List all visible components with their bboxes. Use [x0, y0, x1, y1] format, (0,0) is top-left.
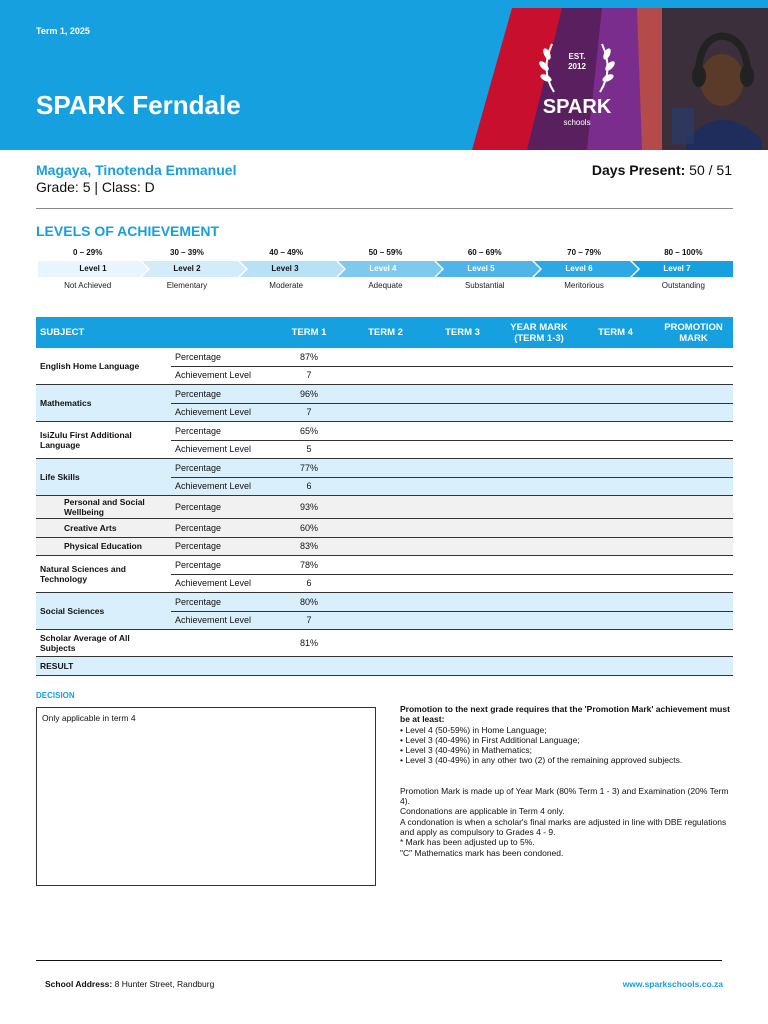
- subject-name: English Home Language: [36, 348, 171, 385]
- level-description: Elementary: [166, 281, 208, 290]
- logo-sub: schools: [563, 118, 591, 127]
- subject-name: Scholar Average of All Subjects: [36, 630, 171, 657]
- table-row: [36, 593, 733, 612]
- term1-value: 80%: [271, 593, 347, 612]
- school-name: SPARK Ferndale: [36, 90, 241, 120]
- footer-divider: [36, 960, 722, 961]
- table-row: [36, 630, 733, 657]
- level-description: Moderate: [269, 281, 304, 290]
- decision-title: DECISION: [36, 691, 75, 700]
- subject-name: Personal and Social Wellbeing: [36, 496, 171, 519]
- term1-value: 77%: [271, 459, 347, 478]
- row-label: Percentage: [171, 422, 271, 441]
- logo-year: 2012: [568, 62, 586, 71]
- term1-value: 93%: [271, 496, 347, 519]
- level-range: 80 – 100%: [664, 248, 703, 257]
- promotion-info: [400, 704, 734, 858]
- row-label: Achievement Level: [171, 477, 271, 496]
- address-label: School Address:: [45, 979, 113, 989]
- term1-value: 7: [271, 611, 347, 630]
- logo-est: EST.: [568, 52, 586, 61]
- row-label: Percentage: [171, 348, 271, 366]
- column-header: TERM 1: [271, 317, 347, 348]
- column-header: PROMOTION MARK: [654, 317, 733, 348]
- promotion-note: A condonation is when a scholar's final marks are adjusted in line with DBE regulations and apply as compulsory to Grades 4 - 9.: [400, 816, 727, 837]
- row-label: Achievement Level: [171, 440, 271, 459]
- school-address: [45, 979, 214, 989]
- promotion-note: Condonations are applicable in Term 4 only.: [400, 806, 565, 817]
- row-label: Percentage: [171, 459, 271, 478]
- logo-brand: SPARK: [542, 96, 612, 118]
- table-row: [36, 519, 733, 538]
- subject-name: Natural Sciences and Technology: [36, 556, 171, 593]
- promotion-note: "C" Mathematics mark has been condoned.: [400, 847, 564, 858]
- promotion-note: * Mark has been adjusted up to 5%.: [400, 837, 535, 848]
- row-label: Achievement Level: [171, 611, 271, 630]
- level-description: Meritorious: [564, 281, 604, 290]
- level-description: Not Achieved: [64, 281, 112, 290]
- term1-value: 65%: [271, 422, 347, 441]
- column-header: YEAR MARK (TERM 1-3): [501, 317, 577, 348]
- section-divider: [36, 208, 733, 209]
- level-range: 60 – 69%: [467, 248, 502, 257]
- level-range: 50 – 59%: [368, 248, 403, 257]
- subject-name: Social Sciences: [36, 593, 171, 630]
- level-range: 40 – 49%: [269, 248, 304, 257]
- table-row: [36, 422, 733, 441]
- term-label: Term 1, 2025: [36, 26, 90, 36]
- days-present-label: Days Present:: [591, 162, 686, 178]
- term1-value: 78%: [271, 556, 347, 575]
- levels-title: LEVELS OF ACHIEVEMENT: [36, 223, 220, 239]
- subject-name: Life Skills: [36, 459, 171, 496]
- row-label: Percentage: [171, 537, 271, 556]
- level-description: Substantial: [464, 281, 505, 290]
- level-label: Level 4: [369, 264, 397, 273]
- term1-value: 83%: [271, 537, 347, 556]
- column-header: TERM 3: [424, 317, 501, 348]
- level-arrow-bar: [38, 261, 733, 277]
- table-row: [36, 348, 733, 366]
- table-row: [36, 459, 733, 478]
- level-label: Level 3: [271, 264, 299, 273]
- row-label: Percentage: [171, 496, 271, 519]
- subject-name: Mathematics: [36, 385, 171, 422]
- report-header: [0, 0, 768, 150]
- column-header: SUBJECT: [36, 317, 171, 348]
- subject-name: Physical Education: [36, 537, 171, 556]
- promotion-bullet: • Level 3 (40-49%) in Mathematics;: [400, 745, 532, 756]
- table-row: [36, 496, 733, 519]
- grade-class: Grade: 5 | Class: D: [36, 179, 155, 195]
- promotion-bullet: • Level 3 (40-49%) in any other two (2) of the remaining approved subjects.: [400, 755, 683, 766]
- table-row: [36, 657, 733, 676]
- header-banner-image: [472, 8, 768, 150]
- row-label: Percentage: [171, 519, 271, 538]
- term1-value: 7: [271, 403, 347, 422]
- term1-value: 6: [271, 477, 347, 496]
- column-header: [171, 317, 271, 348]
- subject-name: Creative Arts: [36, 519, 171, 538]
- promotion-heading: Promotion to the next grade requires that the 'Promotion Mark' achievement must be at least:: [400, 704, 730, 725]
- term1-value: 96%: [271, 385, 347, 404]
- days-present: [592, 162, 732, 178]
- term1-value: 6: [271, 574, 347, 593]
- decision-text: Only applicable in term 4: [42, 713, 136, 723]
- levels-of-achievement: [38, 245, 733, 295]
- level-label: Level 6: [565, 264, 593, 273]
- table-row: [36, 385, 733, 404]
- decision-box: [36, 707, 376, 886]
- result-label: RESULT: [36, 657, 171, 676]
- level-range: 70 – 79%: [567, 248, 601, 257]
- column-header: TERM 4: [577, 317, 654, 348]
- term1-value: 81%: [271, 630, 347, 657]
- table-row: [36, 537, 733, 556]
- website-link[interactable]: www.sparkschools.co.za: [622, 979, 723, 989]
- term1-value: 7: [271, 366, 347, 385]
- level-description: Adequate: [368, 281, 403, 290]
- term1-value: 5: [271, 440, 347, 459]
- subject-name: IsiZulu First Additional Language: [36, 422, 171, 459]
- level-description: Outstanding: [661, 281, 705, 290]
- days-present-value: 50 / 51: [689, 162, 732, 178]
- term1-value: 60%: [271, 519, 347, 538]
- row-label: Percentage: [171, 385, 271, 404]
- promotion-note: Promotion Mark is made up of Year Mark (80% Term 1 - 3) and Examination (20% Term 4).: [400, 785, 729, 807]
- row-label: Achievement Level: [171, 366, 271, 385]
- row-label: Percentage: [171, 593, 271, 612]
- row-label: Percentage: [171, 556, 271, 575]
- row-label: Achievement Level: [171, 403, 271, 422]
- level-label: Level 7: [663, 264, 691, 273]
- level-range: 0 – 29%: [72, 248, 103, 257]
- column-header: TERM 2: [347, 317, 424, 348]
- promotion-bullet: • Level 4 (50-59%) in Home Language;: [400, 724, 547, 735]
- table-row: [36, 556, 733, 575]
- level-label: Level 2: [173, 264, 201, 273]
- row-label: Achievement Level: [171, 574, 271, 593]
- level-range: 30 – 39%: [170, 248, 204, 257]
- marks-table: [36, 317, 733, 676]
- address-value: 8 Hunter Street, Randburg: [114, 979, 215, 989]
- promotion-bullet: • Level 3 (40-49%) in First Additional Language;: [400, 734, 580, 745]
- level-label: Level 5: [467, 264, 495, 273]
- student-name: Magaya, Tinotenda Emmanuel: [36, 162, 237, 178]
- level-label: Level 1: [79, 264, 107, 273]
- table-header-row: [36, 317, 733, 348]
- term1-value: 87%: [271, 348, 347, 366]
